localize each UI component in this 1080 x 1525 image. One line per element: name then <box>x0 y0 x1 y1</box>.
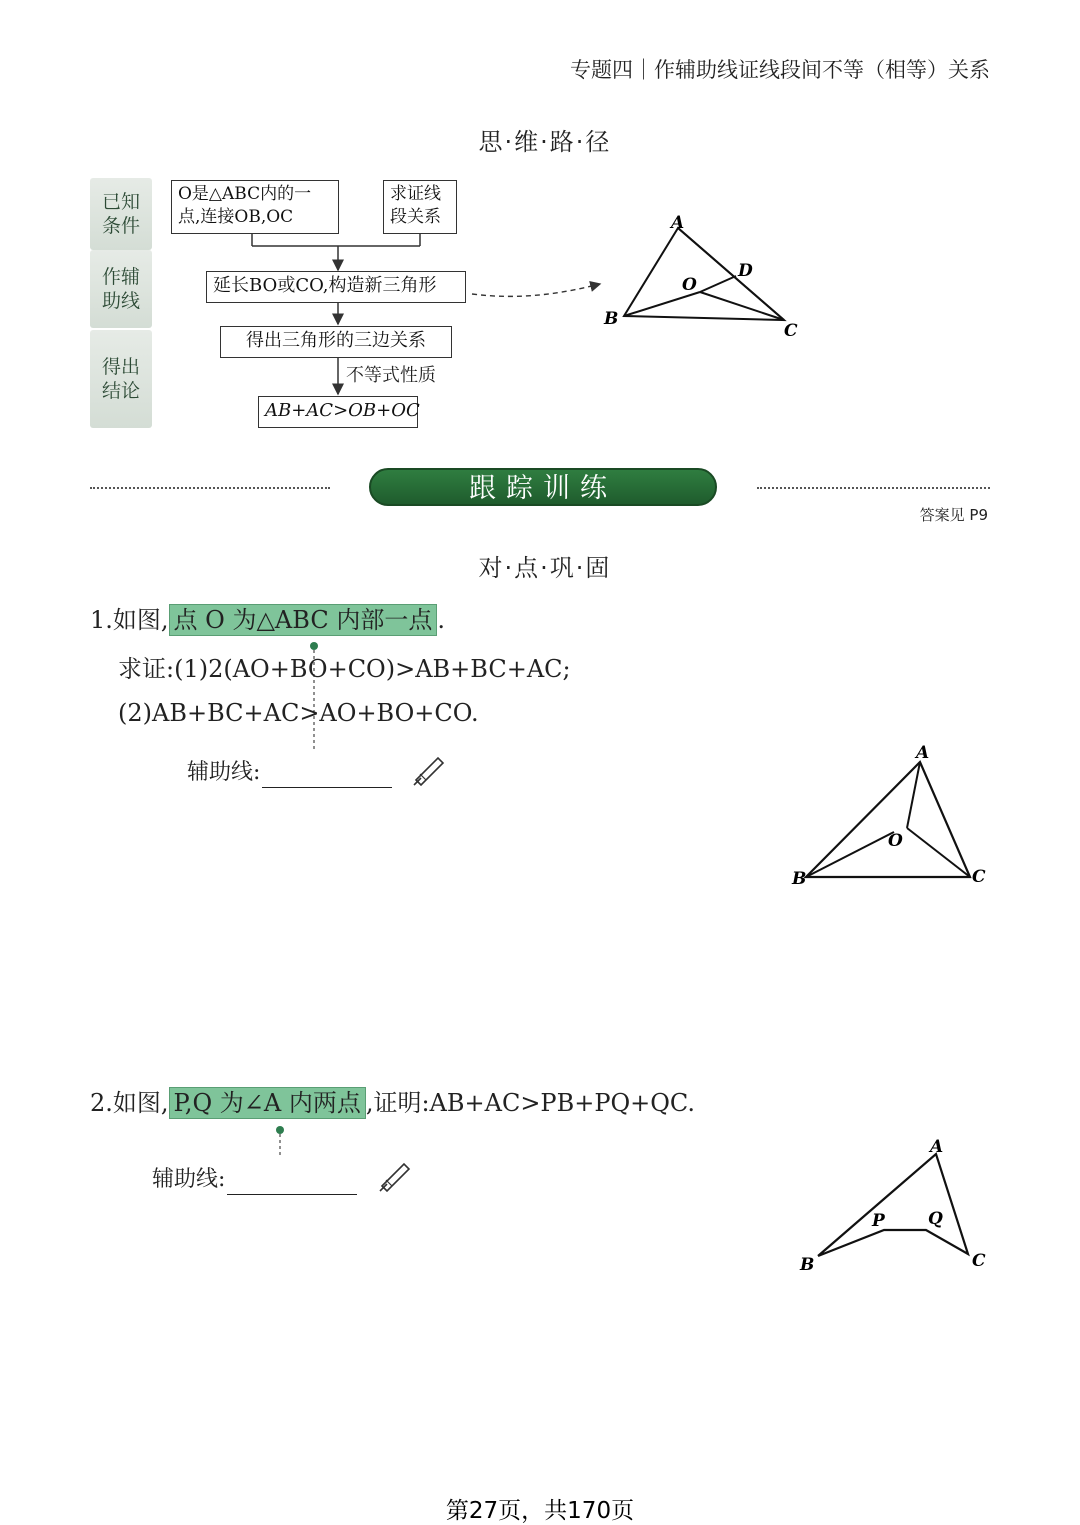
label-a: A <box>930 1137 944 1157</box>
stage-given-label: 已知条件 <box>101 191 140 237</box>
pencil-icon <box>376 1160 412 1192</box>
problem1-figure <box>780 738 990 893</box>
inequality-property-label: 不等式性质 <box>346 365 436 386</box>
label-c: C <box>972 1251 986 1271</box>
problem2-prefix: 2.如图, <box>90 1089 169 1117</box>
problem2-aux-label: 辅助线: <box>152 1167 226 1192</box>
divider-left <box>90 487 330 489</box>
label-o: O <box>682 275 697 295</box>
label-c: C <box>972 867 986 887</box>
label-d: D <box>738 261 753 281</box>
problem1-aux-blank[interactable] <box>262 765 392 788</box>
angle-and-path <box>818 1154 968 1256</box>
label-a: A <box>916 743 930 763</box>
problem1-line1: 求证:(1)2(AO+BO+CO)>AB+BC+AC; <box>118 655 571 683</box>
thinking-path-figure <box>596 210 816 345</box>
divider-right <box>757 487 990 489</box>
training-banner: 跟踪训练 <box>369 468 717 506</box>
problem1-statement <box>90 605 445 635</box>
problem1-highlight: 点 O 为△ABC 内部一点 <box>169 604 438 636</box>
step1-box: 延长BO或CO,构造新三角形 <box>206 271 466 303</box>
label-b: B <box>800 1255 815 1275</box>
problem2-aux-blank[interactable] <box>227 1172 357 1195</box>
label-b: B <box>792 869 807 889</box>
triangle-abc <box>624 228 784 320</box>
stage-given <box>90 178 152 250</box>
segment-oc <box>907 828 970 877</box>
problem2-highlight: P,Q 为∠A 内两点 <box>169 1087 366 1119</box>
goal-box: 求证线段关系 <box>383 180 457 234</box>
stage-auxiliary-label: 作辅助线 <box>101 266 140 312</box>
problem2-figure <box>790 1130 1000 1280</box>
problem2-aux <box>152 1165 357 1195</box>
problem1-prefix: 1.如图, <box>90 606 169 634</box>
label-a: A <box>671 213 685 233</box>
thinking-path-title: 思·维·路·径 <box>478 128 612 156</box>
problem1-aux <box>187 758 392 788</box>
consolidation-title: 对·点·巩·固 <box>478 554 612 582</box>
segment-ac <box>678 228 784 320</box>
label-p: P <box>872 1211 885 1231</box>
problem1-line2: (2)AB+BC+AC>AO+BO+CO. <box>118 699 479 727</box>
triangle-abc <box>806 762 970 877</box>
dashed-arrow-to-figure <box>472 284 600 296</box>
label-o: O <box>888 831 903 851</box>
step2-box: 得出三角形的三边关系 <box>220 326 452 358</box>
segment-oc <box>700 292 784 320</box>
stage-auxiliary <box>90 250 152 328</box>
conclusion-box: AB+AC>OB+OC <box>258 396 418 428</box>
segment-bo <box>806 832 894 877</box>
header-title: 专题四｜作辅助线证线段间不等（相等）关系 <box>570 58 990 82</box>
page-footer: 第27页，共170页 <box>445 1498 635 1524</box>
problem2-suffix: ,证明:AB+AC>PB+PQ+QC. <box>365 1089 696 1117</box>
problem2-statement <box>90 1088 695 1118</box>
problem1-suffix: . <box>437 606 445 634</box>
stage-conclusion <box>90 330 152 428</box>
label-b: B <box>604 309 619 329</box>
problem2-annotation-marker <box>274 1124 286 1160</box>
problem1-aux-label: 辅助线: <box>187 760 261 785</box>
pencil-icon <box>410 754 446 786</box>
segment-od <box>700 276 736 292</box>
answer-reference: 答案见 P9 <box>919 506 988 524</box>
label-c: C <box>784 321 798 341</box>
stage-conclusion-label: 得出结论 <box>101 356 140 402</box>
given-box: O是△ABC内的一点,连接OB,OC <box>171 180 339 234</box>
label-q: Q <box>928 1209 943 1229</box>
